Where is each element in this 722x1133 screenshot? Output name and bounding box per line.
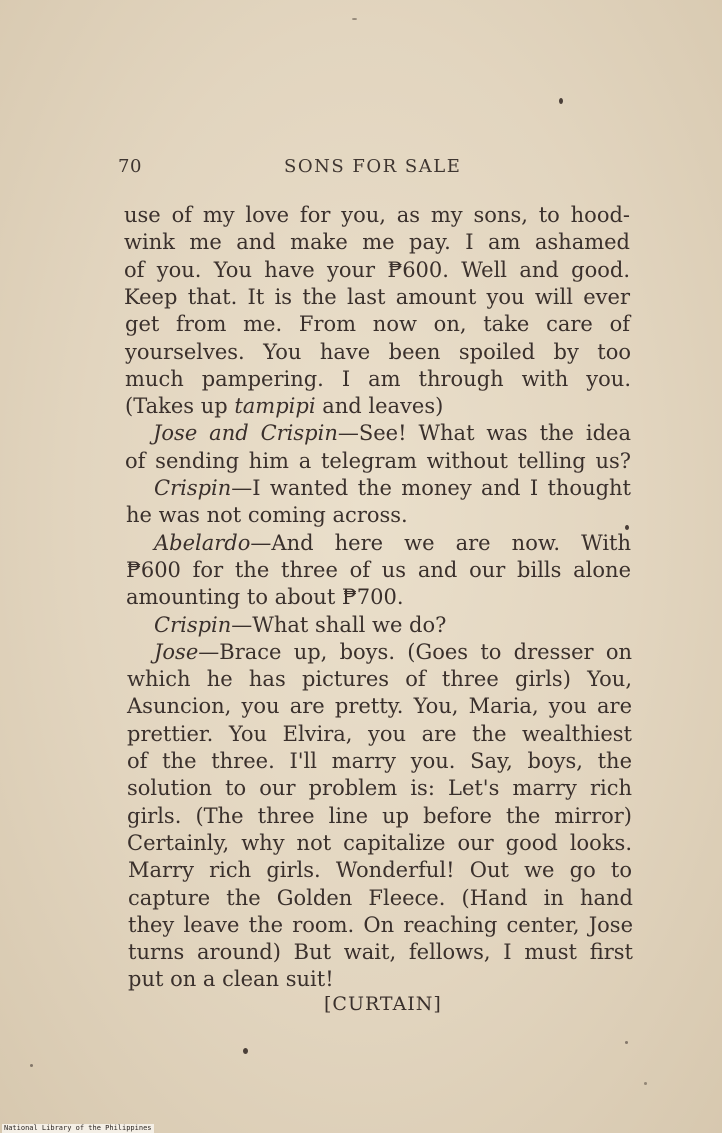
text-segment: of the three. I'll marry you. Say, boys, the bbox=[127, 749, 632, 773]
text-segment: which he has pictures of three girls) You, bbox=[127, 667, 632, 691]
text-segment: they leave the room. On reaching center, Jose bbox=[128, 913, 633, 937]
text-line bbox=[128, 885, 633, 912]
text-segment: wink me and make me pay. I am ashamed bbox=[124, 230, 630, 254]
text-line bbox=[125, 448, 631, 475]
ink-speck bbox=[644, 1082, 647, 1085]
italic-word: tampipi bbox=[234, 394, 316, 418]
text-line bbox=[128, 939, 633, 966]
ink-speck bbox=[625, 525, 629, 530]
text-line bbox=[154, 639, 632, 666]
text-line bbox=[127, 666, 632, 693]
text-line bbox=[154, 475, 631, 502]
text-segment: yourselves. You have been spoiled by too bbox=[125, 340, 631, 364]
text-line bbox=[154, 530, 631, 557]
text-segment: get from me. From now on, take care of bbox=[125, 312, 630, 336]
text-line bbox=[127, 693, 632, 720]
text-line bbox=[128, 912, 633, 939]
text-line bbox=[127, 830, 632, 857]
text-line bbox=[127, 803, 632, 830]
text-line bbox=[125, 366, 631, 393]
text-line bbox=[153, 420, 631, 447]
text-segment: solution to our problem is: Let's marry rich bbox=[127, 776, 632, 800]
text-line bbox=[124, 284, 630, 311]
text-segment: he was not coming across. bbox=[126, 503, 408, 527]
text-line bbox=[128, 857, 632, 884]
text-segment: Certainly, why not capitalize our good looks. bbox=[127, 831, 632, 855]
text-segment: Asuncion, you are pretty. You, Maria, you are bbox=[127, 694, 632, 718]
text-line bbox=[125, 311, 630, 338]
text-segment: much pampering. I am through with you. bbox=[125, 367, 631, 391]
text-line bbox=[127, 775, 632, 802]
text-segment: amounting to about ₱700. bbox=[126, 585, 404, 609]
text-line bbox=[128, 966, 334, 993]
text-segment: —I wanted the money and I thought bbox=[231, 476, 631, 500]
text-segment: —Brace up, boys. (Goes to dresser on bbox=[198, 640, 632, 664]
speaker-name: Jose and Crispin bbox=[153, 421, 338, 445]
text-segment: —And here we are now. With bbox=[250, 531, 631, 555]
text-segment: capture the Golden Fleece. (Hand in hand bbox=[128, 886, 633, 910]
text-segment: ₱600 for the three of us and our bills alone bbox=[126, 558, 631, 582]
text-segment: put on a clean suit! bbox=[128, 967, 334, 991]
text-line bbox=[124, 257, 630, 284]
curtain-direction: [CURTAIN] bbox=[324, 993, 442, 1015]
text-line bbox=[126, 557, 631, 584]
text-line bbox=[126, 584, 404, 611]
text-segment: girls. (The three line up before the mirror) bbox=[127, 804, 632, 828]
text-segment: turns around) But wait, fellows, I must first bbox=[128, 940, 633, 964]
text-segment: Marry rich girls. Wonderful! Out we go to bbox=[128, 858, 632, 882]
ink-speck bbox=[243, 1048, 248, 1054]
speaker-name: Crispin bbox=[154, 613, 232, 637]
ink-speck bbox=[352, 18, 357, 20]
speaker-name: Crispin bbox=[154, 476, 232, 500]
text-line bbox=[125, 393, 443, 420]
ink-speck bbox=[30, 1064, 33, 1067]
text-segment: of you. You have your ₱600. Well and good. bbox=[124, 258, 630, 282]
ink-speck bbox=[559, 98, 563, 104]
page-header bbox=[0, 156, 722, 180]
text-line bbox=[126, 502, 408, 529]
text-line bbox=[154, 612, 446, 639]
text-segment: (Takes up bbox=[125, 394, 235, 418]
text-segment: of sending him a telegram without telling us? bbox=[125, 449, 631, 473]
page-number: 70 bbox=[118, 156, 142, 177]
text-segment: —See! What was the idea bbox=[337, 421, 631, 445]
speaker-name: Jose bbox=[154, 640, 199, 664]
text-segment: Keep that. It is the last amount you will ever bbox=[124, 285, 630, 309]
text-line bbox=[124, 202, 630, 229]
text-line bbox=[127, 721, 632, 748]
running-title: SONS FOR SALE bbox=[284, 156, 462, 177]
text-segment: prettier. You Elvira, you are the wealthiest bbox=[127, 722, 632, 746]
text-segment: use of my love for you, as my sons, to hood- bbox=[124, 203, 630, 227]
text-line bbox=[124, 229, 630, 256]
speaker-name: Abelardo bbox=[154, 531, 251, 555]
text-segment: —What shall we do? bbox=[231, 613, 447, 637]
library-credit: National Library of the Philippines bbox=[4, 1124, 152, 1132]
ink-speck bbox=[625, 1041, 628, 1044]
text-segment: and leaves) bbox=[315, 394, 444, 418]
text-line bbox=[125, 339, 631, 366]
text-line bbox=[127, 748, 632, 775]
